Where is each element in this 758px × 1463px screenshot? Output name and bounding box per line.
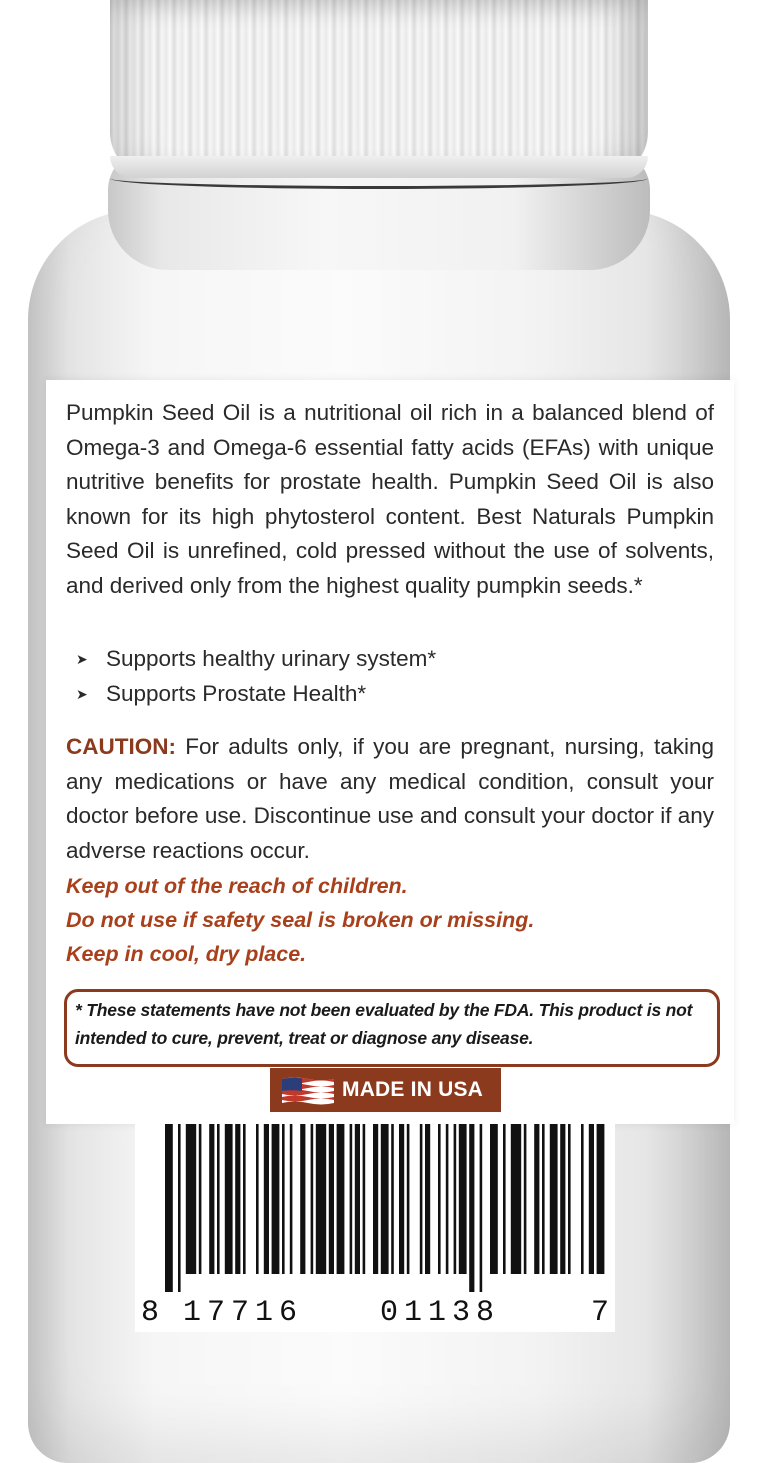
barcode-bar [337, 1124, 345, 1274]
barcode-digits: 01138 [380, 1296, 501, 1330]
barcode-bar [391, 1124, 394, 1274]
barcode-bar [290, 1124, 293, 1274]
barcode-bar [503, 1124, 506, 1274]
barcode-bar [597, 1124, 605, 1274]
barcode-bar [225, 1124, 233, 1274]
barcode-bar [560, 1124, 565, 1274]
barcode-bar [217, 1124, 220, 1274]
product-description: Pumpkin Seed Oil is a nutritional oil rich in a balanced blend of Omega-3 and Omega-6 essential fatty acids (EFAs) with unique nutritive benefits for prostate health. Pumpkin Seed Oil is also known for its high phytosterol content. Best Naturals Pumpkin Seed Oil is unrefined, cold pressed without the use of solvents, and derived only from the highest quality pumpkin seeds.* [66, 400, 714, 598]
barcode-bar [524, 1124, 527, 1274]
fda-disclaimer: * These statements have not been evaluated by the FDA. This product is not intended to cure, prevent, treat or diagnose any disease. [64, 989, 720, 1067]
barcode-bar [511, 1124, 521, 1274]
barcode-bar [381, 1124, 389, 1274]
barcode-bar [243, 1124, 246, 1274]
barcode-bar [282, 1124, 285, 1274]
benefit-text: Supports Prostate Health* [106, 680, 367, 706]
barcode-bar [165, 1124, 173, 1292]
barcode-bar [490, 1124, 498, 1274]
barcode-bar [355, 1124, 360, 1274]
caution-title: CAUTION: [66, 734, 176, 759]
warning-line: Keep out of the reach of children. [66, 874, 408, 898]
barcode-bar [425, 1124, 430, 1274]
barcode-bars [135, 1124, 615, 1292]
barcode-bar [469, 1124, 474, 1292]
barcode-bar [454, 1124, 457, 1274]
made-in-usa-badge [270, 1068, 501, 1112]
barcode-bar [235, 1124, 240, 1274]
arrow-bullet-icon: ➤ [76, 685, 88, 702]
barcode-bar [459, 1124, 467, 1274]
us-flag-icon [282, 1077, 334, 1105]
arrow-bullet-icon: ➤ [76, 651, 88, 667]
barcode-bar [186, 1124, 196, 1274]
barcode-digits: 17716 [183, 1296, 304, 1330]
benefit-list [76, 642, 436, 711]
barcode-bar [373, 1124, 378, 1274]
bottle-cap [110, 0, 648, 178]
barcode-bar [350, 1124, 353, 1274]
neck-ring [110, 168, 648, 189]
caution-text: For adults only, if you are pregnant, nursing, taking any medications or have any medical condition, consult your doctor before use. Discontinue use and consult your doctor if any adverse reactions occur. [66, 734, 714, 863]
barcode-bar [329, 1124, 334, 1274]
barcode-bar [199, 1124, 202, 1274]
benefit-item [76, 642, 436, 677]
barcode-bar [589, 1124, 594, 1274]
barcode-digits: 7 [591, 1296, 616, 1330]
barcode-bar [542, 1124, 545, 1274]
barcode-bar [550, 1124, 558, 1274]
barcode-bar [209, 1124, 214, 1274]
barcode-bar [178, 1124, 181, 1292]
barcode-bar [399, 1124, 404, 1274]
barcode-bar [300, 1124, 305, 1274]
caution-paragraph [66, 730, 714, 868]
warning-line: Keep in cool, dry place. [66, 942, 307, 966]
barcode-bar [420, 1124, 423, 1274]
barcode-bar [534, 1124, 539, 1274]
barcode-bar [438, 1124, 441, 1274]
barcode-bar [568, 1124, 571, 1274]
barcode-digits: 8 [141, 1296, 166, 1330]
barcode-bar [581, 1124, 584, 1274]
barcode-bar [363, 1124, 366, 1274]
barcode [135, 1124, 615, 1332]
barcode-bar [256, 1124, 259, 1274]
barcode-bar [407, 1124, 410, 1274]
barcode-bar [316, 1124, 326, 1274]
barcode-bar [272, 1124, 280, 1274]
barcode-bar [264, 1124, 269, 1274]
product-label [46, 380, 734, 1124]
made-in-usa-text: MADE IN USA [342, 1078, 484, 1101]
benefit-item [76, 677, 436, 712]
barcode-bar [311, 1124, 314, 1274]
warning-line: Do not use if safety seal is broken or missing. [66, 908, 535, 932]
barcode-bar [480, 1124, 483, 1292]
benefit-text: Supports healthy urinary system* [106, 646, 437, 671]
barcode-bar [446, 1124, 449, 1274]
